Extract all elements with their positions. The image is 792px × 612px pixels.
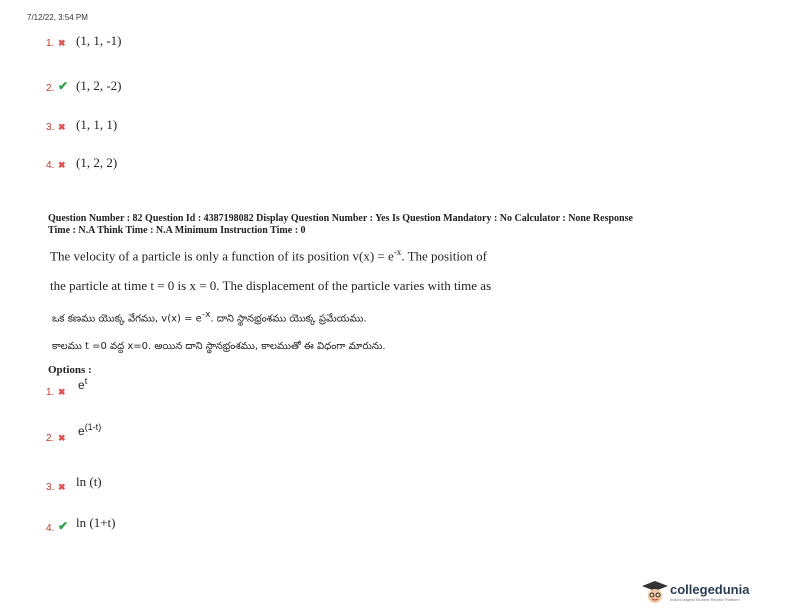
option-number: 3. <box>46 122 55 133</box>
option-number: 4. <box>46 160 55 171</box>
prev-option-4 <box>46 155 117 171</box>
question-text-te-line2: కాలము t =0 వద్ద x=0. అయిన దాని స్థానభ్రంశము, కాలముతో ఈ విధంగా మారును. <box>52 341 386 352</box>
prev-option-1 <box>46 33 122 49</box>
question-text-part: . The position of <box>401 248 488 264</box>
cross-icon: ✖ <box>58 122 66 132</box>
answer-option-2 <box>46 422 102 444</box>
question-text-part: The velocity of a particle is only a function of its position v(x) = e <box>50 248 394 264</box>
question-meta-line2: Time : N.A Think Time : N.A Minimum Instruction Time : 0 <box>48 225 306 236</box>
option-number: 3. <box>46 482 55 493</box>
answer-option-1 <box>46 376 88 398</box>
option-value <box>78 422 101 438</box>
prev-option-3 <box>46 117 117 133</box>
question-text-en-line2: the particle at time t = 0 is x = 0. The displacement of the particle varies with time as <box>50 278 492 293</box>
option-value: (1, 1, 1) <box>76 117 118 132</box>
collegedunia-logo <box>640 580 749 604</box>
answer-option-3 <box>46 474 102 493</box>
question-text-te-line1 <box>52 310 367 326</box>
option-value: (1, 2, 2) <box>76 155 118 170</box>
print-timestamp: 7/12/22, 3:54 PM <box>27 13 88 22</box>
option-base: e <box>78 378 85 392</box>
question-text-part: ఒక కణము యొక్క వేగము, v(x) = e <box>52 313 202 325</box>
cross-icon: ✖ <box>58 433 66 443</box>
option-number: 1. <box>46 38 55 49</box>
answer-option-4 <box>46 515 116 534</box>
cross-icon: ✖ <box>58 160 66 170</box>
option-value: ln (1+t) <box>76 515 116 530</box>
options-heading: Options : <box>48 364 92 376</box>
option-number: 2. <box>46 83 55 94</box>
option-value: (1, 2, -2) <box>76 78 122 93</box>
cross-icon: ✖ <box>58 387 66 397</box>
option-number: 2. <box>46 433 55 444</box>
logo-brand: collegedunia <box>670 582 750 597</box>
option-number: 4. <box>46 523 55 534</box>
option-base: e <box>78 424 85 438</box>
question-text-part: . దాని స్థానభ్రంశము యొక్క ప్రమేయము. <box>210 313 367 325</box>
question-meta <box>48 213 768 237</box>
exponent: t <box>84 376 88 386</box>
exponent: -x <box>201 310 211 320</box>
prev-option-2 <box>46 78 122 94</box>
question-text-en-line1 <box>50 247 487 264</box>
cross-icon: ✖ <box>58 482 66 492</box>
option-number: 1. <box>46 387 55 398</box>
logo-tagline: India's largest Student Review Platform <box>670 597 740 602</box>
option-value <box>78 376 87 392</box>
exponent: (1-t) <box>84 422 102 432</box>
check-icon: ✔ <box>58 519 69 533</box>
question-meta-line1: Question Number : 82 Question Id : 4387198082 Display Question Number : Yes Is Question Mandatory : No Calculator : None Response <box>48 213 633 224</box>
check-icon: ✔ <box>58 79 69 93</box>
exponent: -x <box>393 247 402 257</box>
option-value: ln (t) <box>76 474 102 489</box>
option-value: (1, 1, -1) <box>76 33 122 48</box>
mascot-icon <box>640 580 670 604</box>
cross-icon: ✖ <box>58 38 66 48</box>
